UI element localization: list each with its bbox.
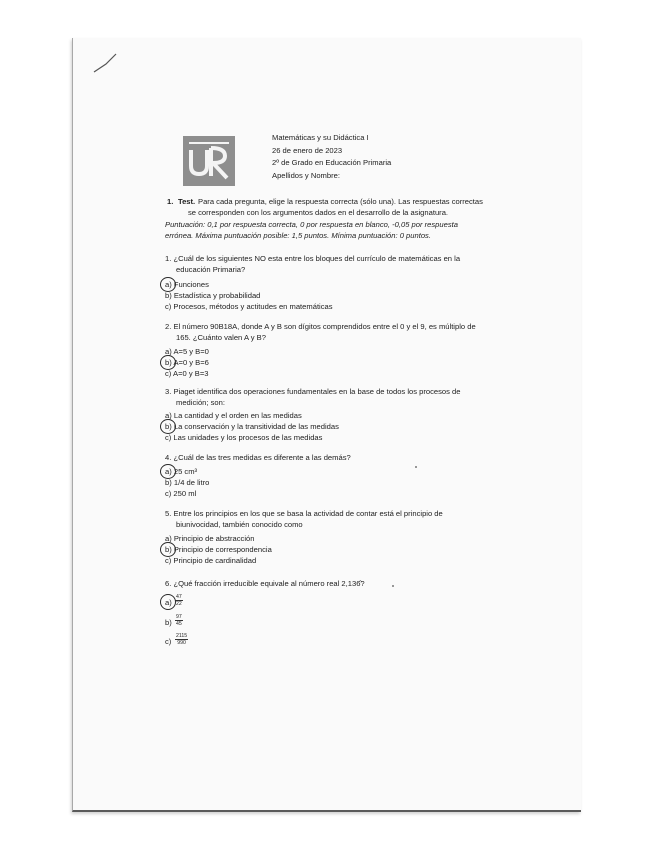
- question-5-text-cont: biunivocidad, también conocido como: [176, 520, 303, 529]
- question-1-option-b: b) Estadística y probabilidad: [165, 291, 261, 300]
- question-6-option-b-label: b): [165, 618, 172, 627]
- question-3-option-c: c) Las unidades y los procesos de las medidas: [165, 433, 323, 442]
- question-3-text-cont: medición; son:: [176, 398, 225, 407]
- fraction-numerator: 97: [176, 614, 182, 620]
- question-4-option-b: b) 1/4 de litro: [165, 478, 210, 487]
- fraction-numerator: 2115: [176, 633, 188, 639]
- pen-mark-icon: [92, 52, 118, 74]
- question-3-option-a: a) La cantidad y el orden en las medidas: [165, 411, 302, 420]
- question-6-option-a-fraction: [175, 594, 183, 607]
- question-5-option-c: c) Principio de cardinalidad: [165, 556, 257, 565]
- exam-header: [272, 132, 391, 182]
- answer-circle-q6: [160, 594, 176, 610]
- question-3-option-b: b) La conservación y la transitividad de las medidas: [165, 422, 339, 431]
- question-2-option-c: c) A=0 y B=3: [165, 369, 209, 378]
- answer-circle-q3: [160, 419, 176, 434]
- answer-circle-q4: [160, 464, 176, 479]
- ur-logo-icon: [183, 136, 235, 186]
- question-4-text: 4. ¿Cuál de las tres medidas es diferente a las demás?: [165, 453, 351, 462]
- fraction-numerator: 47: [176, 594, 182, 600]
- fraction-denominator: 990: [177, 640, 186, 646]
- question-2-option-b: b) A=0 y B=6: [165, 358, 209, 367]
- answer-circle-q2: [160, 355, 176, 370]
- question-3-text: 3. Piaget identifica dos operaciones fundamentales en la base de todos los procesos de: [165, 387, 461, 396]
- question-6-option-a-label: a): [165, 598, 172, 607]
- question-1-text: 1. ¿Cuál de los siguientes NO esta entre los bloques del currículo de matemáticas en la: [165, 254, 461, 263]
- question-5-option-a: a) Principio de abstracción: [165, 534, 255, 543]
- name-field-label: Apellidos y Nombre:: [272, 170, 340, 180]
- degree-label: 2º de Grado en Educación Primaria: [272, 158, 392, 168]
- course-title: Matemáticas y su Didáctica I: [272, 133, 369, 142]
- exam-date: 26 de enero de 2023: [272, 145, 343, 155]
- question-2-option-a: a) A=5 y B=0: [165, 347, 209, 356]
- question-2-text-cont: 165. ¿Cuánto valen A y B?: [176, 333, 266, 342]
- question-4-option-c: c) 250 ml: [165, 489, 197, 498]
- question-2-text: 2. El número 90B18A, donde A y B son dígitos comprendidos entre el 0 y el 9, es múltiplo de: [165, 322, 476, 331]
- section-instruction: Para cada pregunta, elige la respuesta correcta (sólo una). Las respuestas correctas: [198, 197, 483, 206]
- scoring-rules-cont: errónea. Máxima puntuación posible: 1,5 puntos. Mínima puntuación: 0 puntos.: [165, 231, 431, 240]
- stray-mark: [415, 466, 417, 468]
- answer-circle-q1: [160, 277, 176, 292]
- university-logo: [183, 136, 235, 186]
- question-6-option-b-fraction: [175, 614, 183, 627]
- scoring-rules: Puntuación: 0,1 por respuesta correcta, 0 por respuesta en blanco, -0,05 por respuesta: [165, 220, 458, 229]
- answer-circle-q5: [160, 542, 176, 557]
- section-instruction-cont: se corresponden con los argumentos dados en el desarrollo de la asignatura.: [188, 208, 449, 217]
- question-1-option-c: c) Procesos, métodos y actitudes en matemáticas: [165, 302, 333, 311]
- question-1-text-cont: educación Primaria?: [176, 265, 246, 274]
- section-title: Test.: [178, 197, 196, 206]
- stray-mark: [392, 585, 394, 587]
- question-5-option-b: b) Principio de correspondencia: [165, 545, 272, 554]
- question-6-option-c-fraction: [175, 633, 188, 646]
- question-4-option-a: a) 25 cm³: [165, 467, 198, 476]
- section-number: 1.: [167, 197, 174, 206]
- fraction-denominator: 45: [176, 621, 182, 627]
- question-6-text: 6. ¿Qué fracción irreducible equivale al número real 2,136̂?: [165, 579, 365, 588]
- question-1-option-a: a) Funciones: [165, 280, 209, 289]
- question-6-option-c-label: c): [165, 637, 172, 646]
- fraction-denominator: 22: [176, 601, 182, 607]
- question-5-text: 5. Entre los principios en los que se basa la actividad de contar está el principio de: [165, 509, 443, 518]
